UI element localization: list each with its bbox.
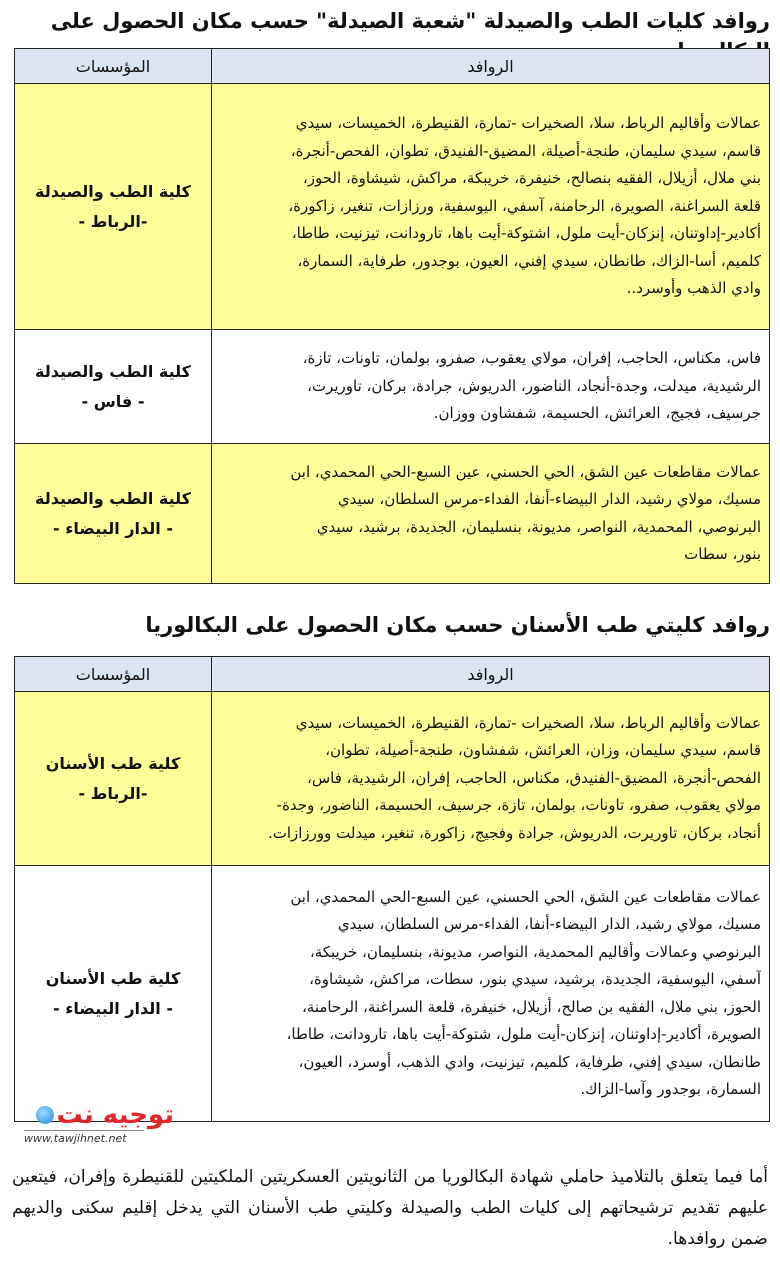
logo-text: توجيه نت <box>56 1100 174 1130</box>
institution-city: - فاس - <box>81 391 145 411</box>
feeders-line: السمارة، بوجدور وآسا-الزاك. <box>580 1080 761 1098</box>
table-row <box>15 866 770 1122</box>
table-row <box>15 330 770 444</box>
feeders-line: فاس، مكناس، الحاجب، إفران، مولاي يعقوب، صفرو، بولمان، تاونات، تازة، <box>302 349 761 368</box>
feeders-line: البرنوصي، المحمدية، النواصر، مديونة، بنسليمان، الجديدة، برشيد، سيدي <box>316 517 761 536</box>
feeders-line: عمالات مقاطعات عين الشق، الحي الحسني، عين السبع-الحي المحمدي، ابن <box>290 887 761 906</box>
institution-cell <box>15 444 212 584</box>
institution-name: كلية الطب والصيدلة <box>35 361 191 381</box>
feeders-line: عمالات وأقاليم الرباط، سلا، الصخيرات -تمارة، القنيطرة، الخميسات، سيدي <box>295 713 761 732</box>
title-pharmacy-feeders: روافد كليات الطب والصيدلة "شعبة الصيدلة" حسب مكان الحصول على <box>50 9 770 33</box>
feeders-line: عمالات وأقاليم الرباط، سلا، الصخيرات -تمارة، القنيطرة، الخميسات، سيدي <box>295 114 761 133</box>
institution-cell <box>15 866 212 1122</box>
institution-name: كلية الطب والصيدلة <box>35 488 191 508</box>
feeders-cell <box>212 84 770 330</box>
feeders-line: طانطان، سيدي إفني، طرفاية، كلميم، تيزنيت، وادي الذهب، أوسرد، العيون، <box>298 1052 761 1071</box>
feeders-line: قاسم، سيدي سليمان، طنجة-أصيلة، المضيق-الفنيدق، تطوان، الفحص-أنجرة، <box>290 141 761 160</box>
feeders-line: عمالات مقاطعات عين الشق، الحي الحسني، عين السبع-الحي المحمدي، ابن <box>290 462 761 481</box>
feeders-line: أكادير-إداوتنان، إنزكان-أيت ملول، اشتوكة-أيت باها، تارودانت، تيزنيت، طاطا، <box>291 224 761 243</box>
feeders-line: جرسيف، فجيج، العرائش، الحسيمة، شفشاون ووزان. <box>433 404 761 423</box>
header-feeders: الروافد <box>212 657 770 692</box>
institution-cell <box>15 692 212 866</box>
feeders-cell <box>212 330 770 444</box>
feeders-cell <box>212 444 770 584</box>
feeders-line: الحوز، بني ملال، الفقيه بن صالح، أزيلال، خنيفرة، قلعة السراغنة، الرحامنة، <box>301 997 761 1016</box>
feeders-line: البرنوصي وعمالات وأقاليم المحمدية، النواصر، مديونة، بنسليمان، خريبكة، <box>309 942 761 961</box>
feeders-cell <box>212 692 770 866</box>
title-dentistry-feeders: روافد كليتي طب الأسنان حسب مكان الحصول على البكالوريا <box>145 613 770 637</box>
feeders-line: الفحص-أنجرة، المضيق-الفنيدق، مكناس، الحاجب، إفران، الرشيدية، فاس، <box>307 768 761 787</box>
institution-cell <box>15 84 212 330</box>
feeders-line: آسفي، اليوسفية، الجديدة، برشيد، سيدي بنور، سطات، مراكش، شيشاوة، <box>309 970 761 988</box>
feeders-line: مولاي يعقوب، صفرو، تاونات، بولمان، تازة، جرسيف، الحسيمة، الناضور، وجدة- <box>276 796 761 815</box>
feeders-cell <box>212 866 770 1122</box>
globe-icon <box>36 1106 54 1124</box>
feeders-line: كلميم، أسا-الزاك، طانطان، سيدي إفني، العيون، بوجدور، طرفاية، السمارة، <box>297 251 761 270</box>
logo-url: www.tawjihnet.net <box>24 1130 144 1145</box>
institution-name: كلية الطب والصيدلة <box>35 181 191 201</box>
table-dentistry-feeders <box>14 656 770 1122</box>
feeders-line: بني ملال، أزيلال، الفقيه بنصالح، خنيفرة، خريبكة، مراكش، شيشاوة، الحوز، <box>302 169 761 188</box>
header-feeders: الروافد <box>212 49 770 84</box>
feeders-line: مسيك، مولاي رشيد، الدار البيضاء-أنفا، الفداء-مرس السلطان، سيدي <box>337 915 761 933</box>
header-institutions: المؤسسات <box>15 49 212 84</box>
feeders-line: مسيك، مولاي رشيد، الدار البيضاء-أنفا، الفداء-مرس السلطان، سيدي <box>337 490 761 508</box>
feeders-line: أنجاد، بركان، تاوريرت، الدريوش، جرادة وفجيج، زاكورة، تنغير، ميدلت وورزازات. <box>267 823 761 842</box>
table-row <box>15 444 770 584</box>
feeders-line: الصويرة، أكادير-إداوتنان، إنزكان-أيت ملول، شتوكة-أيت باها، تارودانت، طاطا، <box>286 1025 761 1043</box>
institution-cell <box>15 330 212 444</box>
feeders-line: قاسم، سيدي سليمان، وزان، العرائش، شفشاون، طنجة-أصيلة، تطوان، <box>325 741 761 760</box>
feeders-line: وادي الذهب وأوسرد.. <box>626 279 761 298</box>
institution-city: - الدار البيضاء - <box>53 998 173 1018</box>
feeders-line: بنور، سطات <box>684 545 761 563</box>
institution-city: -الرباط - <box>78 783 148 803</box>
feeders-line: قلعة السراغنة، الصويرة، الرحامنة، آسفي، اليوسفية، ورزازات، تنغير، زاكورة، <box>288 196 761 215</box>
feeders-line: الرشيدية، ميدلت، وجدة-أنجاد، الناضور، الدريوش، جرادة، بركان، تاوريرت، <box>307 376 761 395</box>
tawjihnet-logo <box>24 1100 174 1145</box>
institution-city: - الدار البيضاء - <box>53 518 173 538</box>
table-row <box>15 84 770 330</box>
institution-city: -الرباط - <box>78 211 148 231</box>
institution-name: كلية طب الأسنان <box>45 968 181 988</box>
footer-note: أما فيما يتعلق بالتلاميذ حاملي شهادة البكالوريا من الثانويتين العسكريتين الملكيتين للقنيطرة وإفران، فيتعين عليهم تقديم ترشيحاتهم إلى كليات الطب والصيدلة وكليتي طب الأسنان التي يدخل إقليم سكنى والديهم ضمن روافدها. <box>12 1167 768 1249</box>
header-institutions: المؤسسات <box>15 657 212 692</box>
table-row <box>15 692 770 866</box>
table-pharmacy-feeders <box>14 48 770 584</box>
institution-name: كلية طب الأسنان <box>45 753 181 773</box>
